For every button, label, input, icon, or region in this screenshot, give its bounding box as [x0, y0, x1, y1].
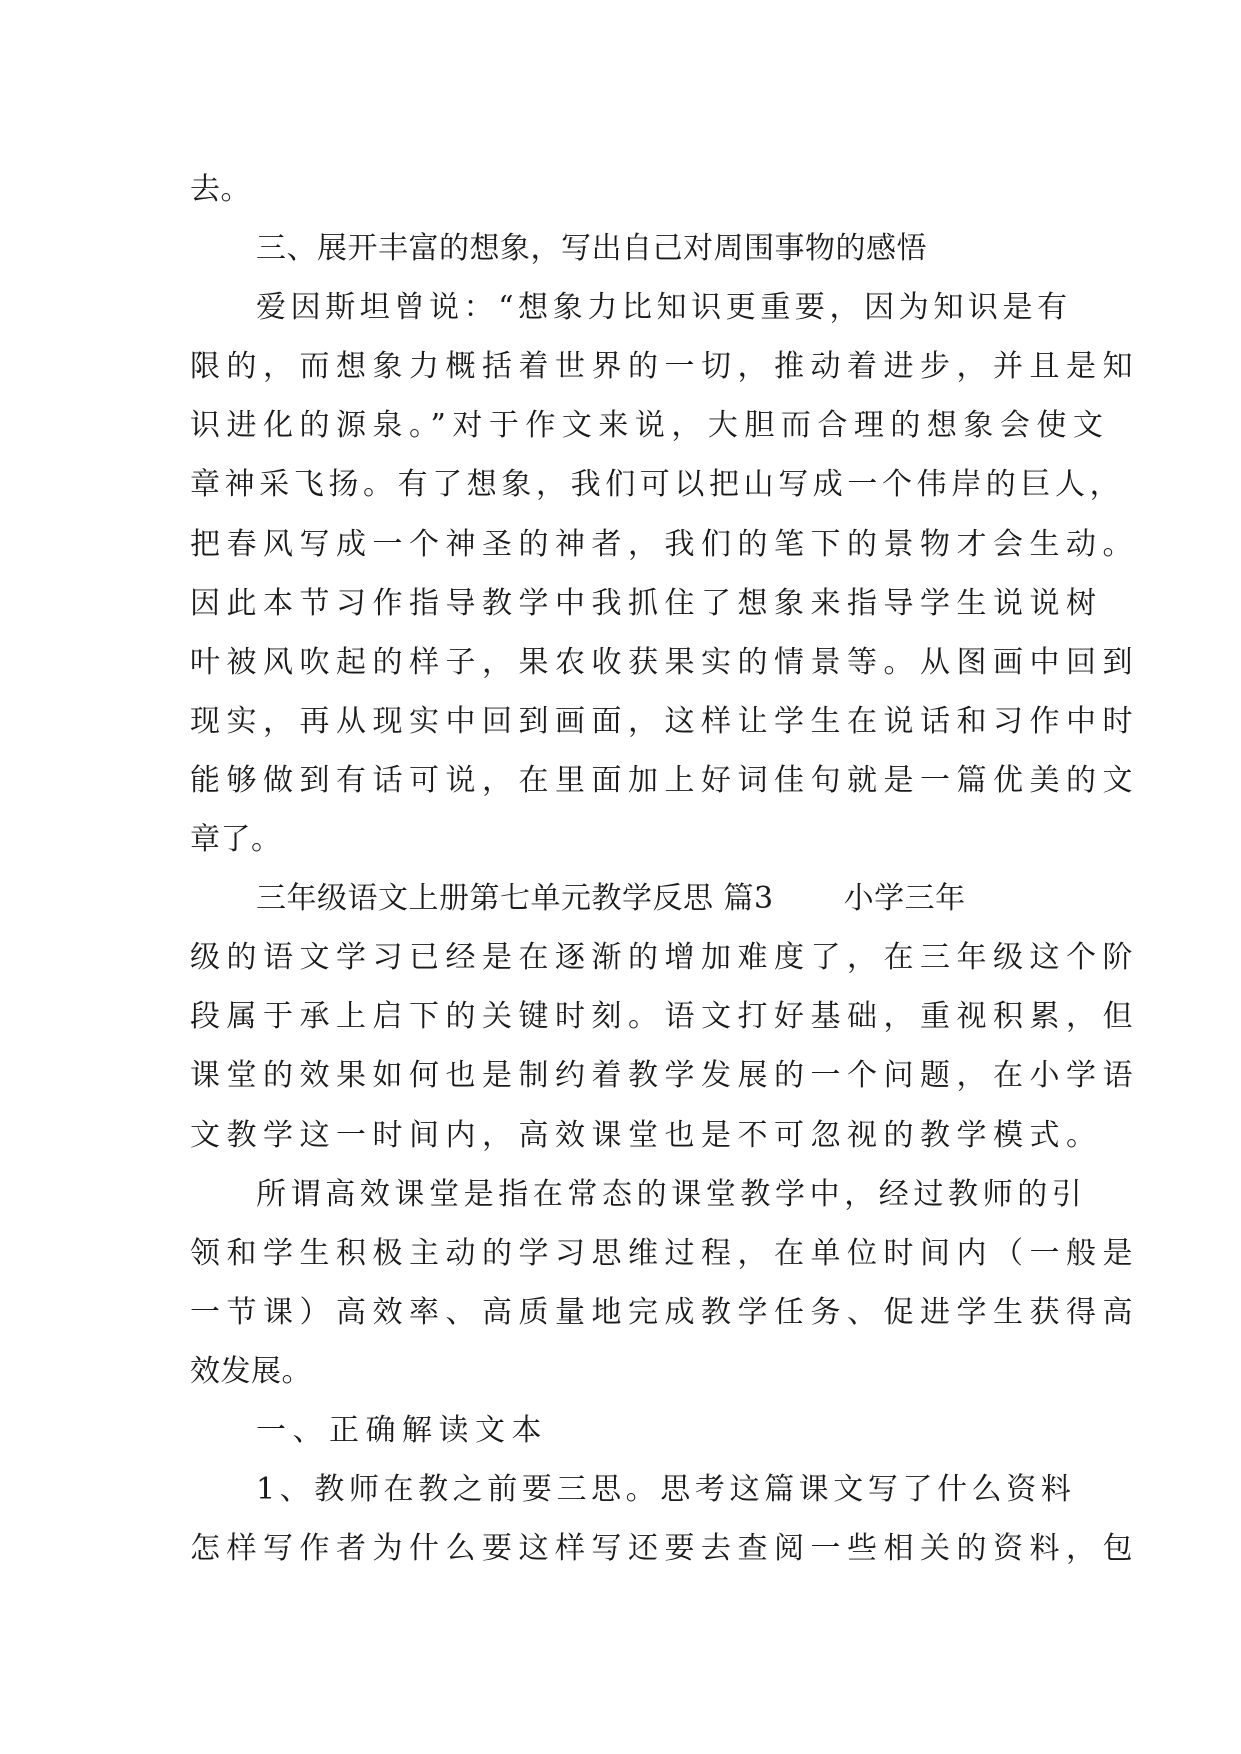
text-fragment: 小学三年	[843, 881, 966, 917]
body-text	[190, 160, 1139, 1578]
text-line: 一节课）高效率、高质量地完成教学任务、促进学生获得高	[190, 1294, 1139, 1330]
text-line: 课堂的效果如何也是制约着教学发展的一个问题，在小学语	[190, 1058, 1139, 1094]
article-heading-line	[190, 869, 1060, 928]
text-line: 爱因斯坦曾说：“想象力比知识更重要，因为知识是有	[256, 290, 1072, 326]
text-line: 章了。	[190, 822, 282, 858]
text-line: 章神采飞扬。有了想象，我们可以把山写成一个伟岸的巨人，	[190, 467, 1125, 503]
text-line: 去。	[190, 172, 251, 207]
article-heading: 三年级语文上册第七单元教学反思 篇3	[256, 881, 774, 917]
text-line: 叶被风吹起的样子，果农收获果实的情景等。从图画中回到	[190, 644, 1139, 680]
text-line: 能够做到有话可说，在里面加上好词佳句就是一篇优美的文	[190, 762, 1139, 798]
text-line: 限的，而想象力概括着世界的一切，推动着进步，并且是知	[190, 349, 1139, 385]
text-line: 领和学生积极主动的学习思维过程，在单位时间内（一般是	[190, 1235, 1139, 1271]
text-line: 识进化的源泉。”对于作文来说，大胆而合理的想象会使文	[190, 408, 1110, 444]
text-line: 把春风写成一个神圣的神者，我们的笔下的景物才会生动。	[190, 526, 1139, 562]
text-line: 现实，再从现实中回到画面，这样让学生在说话和习作中时	[190, 703, 1139, 739]
text-line: 效发展。	[190, 1353, 312, 1389]
text-line: 所谓高效课堂是指在常态的课堂教学中，经过教师的引	[256, 1176, 1087, 1212]
text-line: 1、教师在教之前要三思。思考这篇课文写了什么资料	[256, 1472, 1076, 1508]
section-heading: 三、展开丰富的想象，写出自己对周围事物的感悟	[256, 231, 927, 267]
section-heading: 一、正确解读文本	[256, 1412, 548, 1448]
text-line: 级的语文学习已经是在逐渐的增加难度了，在三年级这个阶	[190, 940, 1139, 976]
text-line: 怎样写作者为什么要这样写还要去查阅一些相关的资料，包	[190, 1531, 1139, 1567]
text-line: 因此本节习作指导教学中我抓住了想象来指导学生说说树	[190, 585, 1103, 621]
text-line: 段属于承上启下的关键时刻。语文打好基础，重视积累，但	[190, 999, 1139, 1035]
text-line: 文教学这一时间内，高效课堂也是不可忽视的教学模式。	[190, 1117, 1103, 1153]
